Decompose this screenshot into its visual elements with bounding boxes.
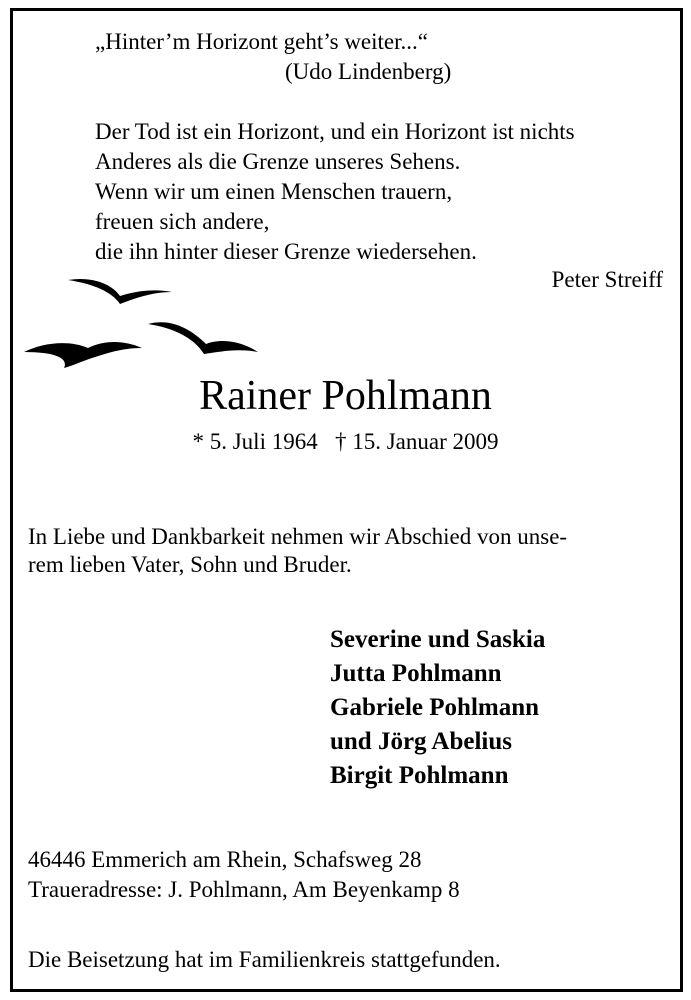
farewell-line: In Liebe und Dankbarkeit nehmen wir Abschied von unse- [28,524,568,549]
poem-line: Wenn wir um einen Menschen trauern, [95,179,453,204]
farewell-line: rem lieben Vater, Sohn und Bruder. [28,552,352,577]
quote-text: „Hinter’m Horizont geht’s weiter...“ [95,29,428,54]
mourner-name: und Jörg Abelius [330,728,513,755]
poem-author: Peter Streiff [551,267,663,292]
life-dates: * 5. Juli 1964 † 15. Januar 2009 [192,429,499,454]
mourner-name: Severine und Saskia [330,626,546,653]
address-line: Traueradresse: J. Pohlmann, Am Beyenkamp 8 [28,877,460,902]
deceased-name: Rainer Pohlmann [199,373,492,419]
mourner-name: Gabriele Pohlmann [330,694,540,721]
quote-author: (Udo Lindenberg) [285,59,452,84]
poem-line: die ihn hinter dieser Grenze wiedersehen. [95,239,477,264]
birds-icon [20,268,270,378]
poem-line: Der Tod ist ein Horizont, und ein Horizont ist nichts [95,119,575,144]
poem-line: Anderes als die Grenze unseres Sehens. [95,149,461,174]
mourner-name: Jutta Pohlmann [330,660,502,687]
mourner-name: Birgit Pohlmann [330,762,509,789]
burial-notice: Die Beisetzung hat im Familienkreis stattgefunden. [28,947,501,972]
poem-line: freuen sich andere, [95,209,270,234]
address-line: 46446 Emmerich am Rhein, Schafsweg 28 [28,847,422,872]
